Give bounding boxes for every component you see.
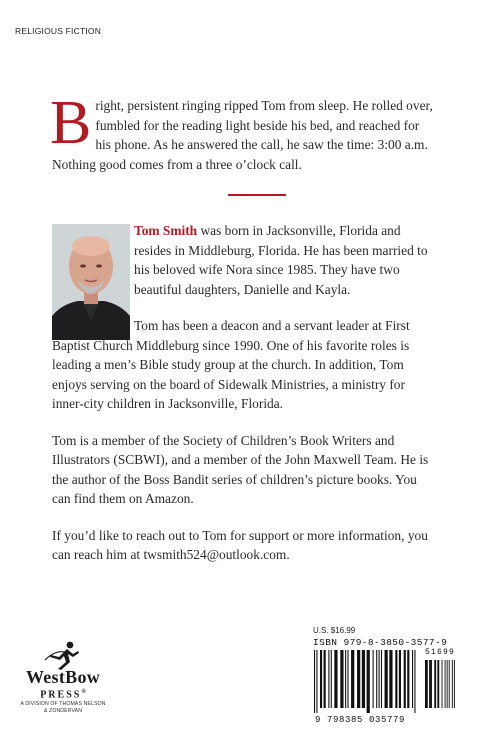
bio-paragraph-3: Tom is a member of the Society of Children’s Book Writers and Illustrators (SCBWI), and a member of the John Maxwell Team. He is the author of the Boss Bandit series of children’s picture books. You can find them on Amazon. — [52, 432, 429, 506]
publisher-press: PRESS® — [40, 689, 86, 701]
barcode-bar — [389, 650, 392, 708]
barcode-bar — [429, 660, 432, 708]
barcode-bar — [328, 650, 329, 708]
genre-label: RELIGIOUS FICTION — [15, 26, 102, 36]
price-label: U.S. $16.99 — [313, 626, 356, 635]
section-divider — [228, 194, 286, 196]
barcode-bar — [412, 650, 413, 708]
barcode-bar — [362, 650, 365, 708]
publisher-name: WestBow — [25, 667, 101, 687]
barcode-bar — [324, 650, 326, 708]
barcode-bar — [447, 660, 448, 708]
barcode-bar — [407, 650, 409, 708]
barcode-bar — [351, 650, 354, 708]
publisher-logo — [18, 640, 108, 715]
barcode-bar — [379, 650, 380, 708]
addon-code: 51699 — [425, 648, 456, 657]
barcode-bar — [442, 660, 443, 708]
drop-cap: B — [50, 89, 92, 157]
barcode-bar — [316, 650, 317, 713]
bio-paragraph-1 — [52, 221, 438, 299]
barcode-bar — [399, 650, 401, 708]
bio-paragraph-2: Tom has been a deacon and a servant leader at First Baptist Church Middleburg since 1990. One of his favorite roles is leading a men’s Bible study group at the church. In addition, Tom enjoys serving on the board of Sidewalk Ministries, a ministry for inner-city children in Jacksonville, Florida. — [52, 318, 410, 411]
bio-paragraph-1-text: was born in Jacksonville, Florida and resides in Middleburg, Florida. He has been married to his beloved wife Nora since 1985. They have two beautiful daughters, Danielle and Kayla. — [134, 223, 428, 297]
barcode-bar — [347, 650, 348, 708]
isbn-number: ISBN 979-8-3850-3577-9 — [313, 637, 448, 648]
barcode-bar — [395, 650, 397, 708]
barcode-digits: 9 798385 035779 — [315, 715, 406, 725]
barcode-bar — [334, 650, 337, 708]
barcode-bar — [340, 650, 343, 708]
barcode-bar — [373, 650, 374, 708]
barcode-bar — [445, 660, 446, 708]
barcode-bar — [385, 650, 388, 708]
barcode-bar — [376, 650, 377, 708]
barcode-bar — [404, 650, 406, 708]
barcode-bar — [345, 650, 346, 708]
barcode-bar — [437, 660, 439, 708]
barcode-bar — [449, 660, 450, 708]
barcode-bar — [454, 660, 455, 708]
barcode-bar — [434, 660, 436, 708]
publisher-division-1: A DIVISION OF THOMAS NELSON — [20, 701, 106, 708]
opening-excerpt — [50, 89, 438, 174]
barcode-bar — [381, 650, 382, 708]
author-bio — [52, 221, 438, 582]
barcode-bar — [320, 650, 322, 708]
barcode-bar — [414, 650, 415, 713]
runner-icon — [43, 640, 83, 670]
isbn-barcode — [311, 637, 459, 730]
barcode-bar — [367, 650, 370, 713]
excerpt-text: right, persistent ringing ripped Tom from sleep. He rolled over, fumbled for the reading light beside his bed, and reached for his phone. As he answered the call, he saw the time: 3:00 a.m. Nothing good comes from a three o’clock call. — [52, 98, 433, 172]
barcode-bars — [311, 650, 459, 716]
barcode-bar — [314, 650, 315, 713]
barcode-bar — [331, 650, 332, 708]
barcode-bar — [425, 660, 428, 708]
author-name: Tom Smith — [134, 223, 198, 238]
publisher-division-2: & ZONDERVAN — [43, 708, 83, 715]
barcode-bar — [452, 660, 453, 708]
barcode-bar — [357, 650, 360, 708]
bio-paragraph-4: If you’d like to reach out to Tom for support or more information, you can reach him at twsmith524@outlook.com. — [52, 527, 428, 562]
